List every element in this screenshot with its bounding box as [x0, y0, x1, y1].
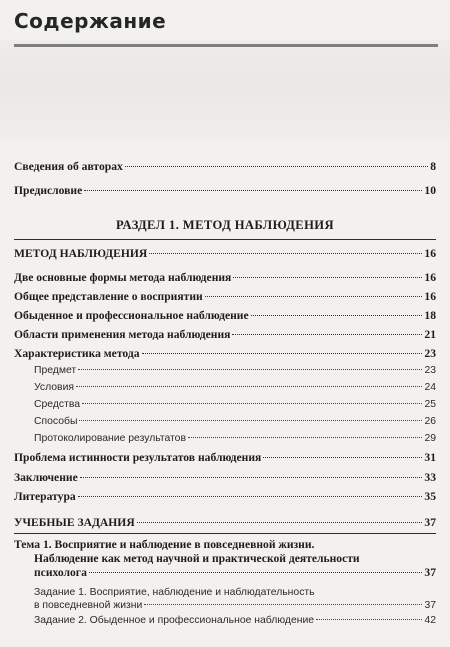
dot-leader	[144, 604, 422, 605]
topic-line: Наблюдение как метод научной и практической деятельности	[34, 552, 360, 565]
dot-leader	[78, 496, 423, 497]
dot-leader	[137, 522, 423, 523]
divider	[14, 239, 436, 240]
toc-entry[interactable]	[14, 328, 436, 344]
entry-page: 31	[424, 451, 436, 464]
dot-leader	[188, 437, 422, 438]
toc-entry[interactable]	[14, 471, 436, 487]
entry-page: 16	[424, 290, 436, 303]
entry-page: 24	[424, 382, 436, 393]
dot-leader	[232, 334, 422, 335]
entry-page: 18	[424, 309, 436, 322]
dot-leader	[80, 477, 423, 478]
toc-entry-authors[interactable]	[14, 160, 436, 176]
entry-label: Общее представление о восприятии	[14, 290, 203, 303]
dot-leader	[89, 572, 423, 573]
entry-label: Условия	[34, 382, 75, 393]
dot-leader	[149, 253, 422, 254]
toc-subentry[interactable]	[34, 399, 436, 415]
entry-label: Заключение	[14, 471, 78, 484]
entry-page: 25	[424, 399, 436, 410]
entry-page: 37	[424, 566, 436, 579]
entry-page: 21	[424, 328, 436, 341]
toc-entry[interactable]	[14, 490, 436, 506]
entry-label: Протоколирование результатов	[34, 433, 186, 444]
toc-subentry[interactable]	[34, 382, 436, 398]
entry-label: Задание 2. Обыденное и профессиональное наблюдение	[34, 615, 315, 626]
toc-subentry[interactable]	[34, 416, 436, 432]
toc-entry[interactable]	[14, 309, 436, 325]
dot-leader	[233, 277, 422, 278]
dot-leader	[84, 190, 422, 191]
page-bleed-through	[0, 40, 450, 140]
entry-page: 33	[424, 471, 436, 484]
entry-label: Предмет	[34, 365, 77, 376]
toc-entry[interactable]	[14, 347, 436, 363]
entry-page: 29	[424, 433, 436, 444]
entry-page: 16	[424, 247, 436, 260]
page-header	[14, 8, 438, 47]
entry-page: 37	[424, 600, 436, 611]
entry-page: 10	[424, 184, 436, 197]
dot-leader	[263, 457, 422, 458]
dot-leader	[78, 369, 422, 370]
dot-leader	[142, 353, 423, 354]
section-title: РАЗДЕЛ 1. МЕТОД НАБЛЮДЕНИЯ	[116, 218, 334, 232]
toc-subentry[interactable]	[34, 433, 436, 449]
toc-entry[interactable]	[14, 271, 436, 287]
dot-leader	[76, 386, 422, 387]
page-title: Содержание	[14, 9, 167, 33]
entry-label: Средства	[34, 399, 81, 410]
entry-label: МЕТОД НАБЛЮДЕНИЯ	[14, 247, 148, 260]
dot-leader	[251, 315, 423, 316]
entry-label: Две основные формы метода наблюдения	[14, 271, 232, 284]
entry-page: 26	[424, 416, 436, 427]
dot-leader	[125, 166, 428, 167]
entry-page: 37	[424, 516, 436, 529]
topic-line: психолога	[34, 566, 87, 579]
entry-label: Предисловие	[14, 184, 83, 197]
dot-leader	[316, 619, 422, 620]
entry-page: 42	[424, 615, 436, 626]
toc-task-2[interactable]	[34, 615, 436, 631]
entry-label: Области применения метода наблюдения	[14, 328, 231, 341]
entry-label: Сведения об авторах	[14, 160, 123, 173]
entry-label: Способы	[34, 416, 78, 427]
entry-page: 16	[424, 271, 436, 284]
entry-label: Обыденное и профессиональное наблюдение	[14, 309, 249, 322]
toc-entry[interactable]	[14, 290, 436, 306]
toc-subentry[interactable]	[34, 365, 436, 381]
toc-task-1[interactable]	[34, 586, 436, 612]
entry-label: Проблема истинности результатов наблюдения	[14, 451, 262, 464]
toc-entry-preface[interactable]	[14, 184, 436, 200]
dot-leader	[82, 403, 422, 404]
entry-label: Литература	[14, 490, 76, 503]
toc-part-method[interactable]	[14, 247, 436, 263]
task-line: Задание 1. Восприятие, наблюдение и наблюдательность	[34, 587, 315, 598]
task-line: в повседневной жизни	[34, 600, 143, 611]
toc-topic-1[interactable]	[14, 538, 436, 580]
entry-page: 23	[424, 365, 436, 376]
toc-entry[interactable]	[14, 451, 436, 467]
entry-label: УЧЕБНЫЕ ЗАДАНИЯ	[14, 516, 135, 529]
divider	[14, 533, 436, 534]
entry-label: Характеристика метода	[14, 347, 140, 360]
entry-page: 8	[430, 160, 436, 173]
dot-leader	[205, 296, 423, 297]
entry-page: 35	[424, 490, 436, 503]
toc-part-assignments[interactable]	[14, 516, 436, 532]
dot-leader	[79, 420, 422, 421]
topic-line: Тема 1. Восприятие и наблюдение в повседневной жизни.	[14, 538, 315, 551]
entry-page: 23	[424, 347, 436, 360]
